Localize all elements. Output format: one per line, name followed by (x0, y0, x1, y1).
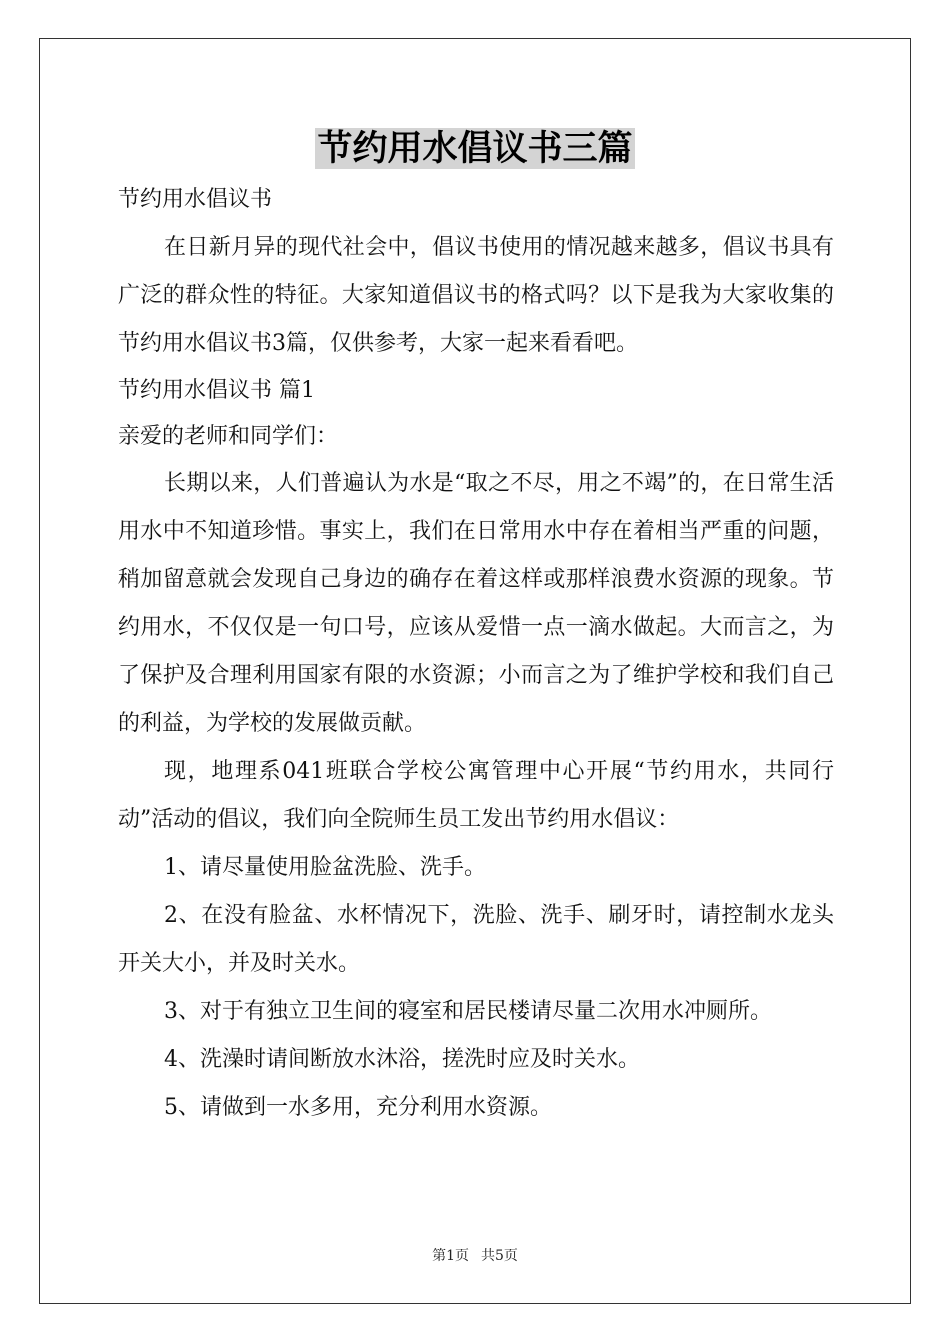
paragraph: 长期以来，人们普遍认为水是“取之不尽，用之不竭”的，在日常生活用水中不知道珍惜。事实上，我们在日常用水中存在着相当严重的问题，稍加留意就会发现自己身边的确存在着这样或那样浪费水资源的现象。节约用水，不仅仅是一句口号，应该从爱惜一点一滴水做起。大而言之，为了保护及合理利用国家有限的水资源；小而言之为了维护学校和我们自己的利益，为学校的发展做贡献。 (118, 471, 834, 736)
list-item: 4、洗澡时请间断放水沐浴，搓洗时应及时关水。 (164, 1047, 640, 1072)
title-text: 节约用水倡议书三篇 (317, 128, 633, 169)
list-item: 2、在没有脸盆、水杯情况下，洗脸、洗手、刷牙时，请控制水龙头开关大小，并及时关水。 (118, 903, 834, 976)
salutation: 亲爱的老师和同学们： (118, 424, 339, 449)
paragraph: 在日新月异的现代社会中，倡议书使用的情况越来越多，倡议书具有广泛的群众性的特征。大家知道倡议书的格式吗？以下是我为大家收集的节约用水倡议书3篇，仅供参考，大家一起来看看吧。 (118, 235, 834, 356)
document-title (0, 126, 950, 172)
list-item: 5、请做到一水多用，充分利用水资源。 (164, 1095, 552, 1120)
page-footer (0, 1245, 950, 1265)
page-number: 第1页 (432, 1248, 469, 1264)
paragraph: 现，地理系041班联合学校公寓管理中心开展“节约用水，共同行动”活动的倡议，我们向全院师生员工发出节约用水倡议： (118, 759, 834, 832)
section-heading: 节约用水倡议书 篇1 (118, 378, 315, 403)
list-item: 3、对于有独立卫生间的寝室和居民楼请尽量二次用水冲厕所。 (164, 999, 772, 1024)
paragraph: 节约用水倡议书 (118, 187, 273, 212)
list-item: 1、请尽量使用脸盆洗脸、洗手。 (164, 855, 486, 880)
document-body (118, 176, 834, 1132)
page-total: 共5页 (481, 1248, 518, 1264)
